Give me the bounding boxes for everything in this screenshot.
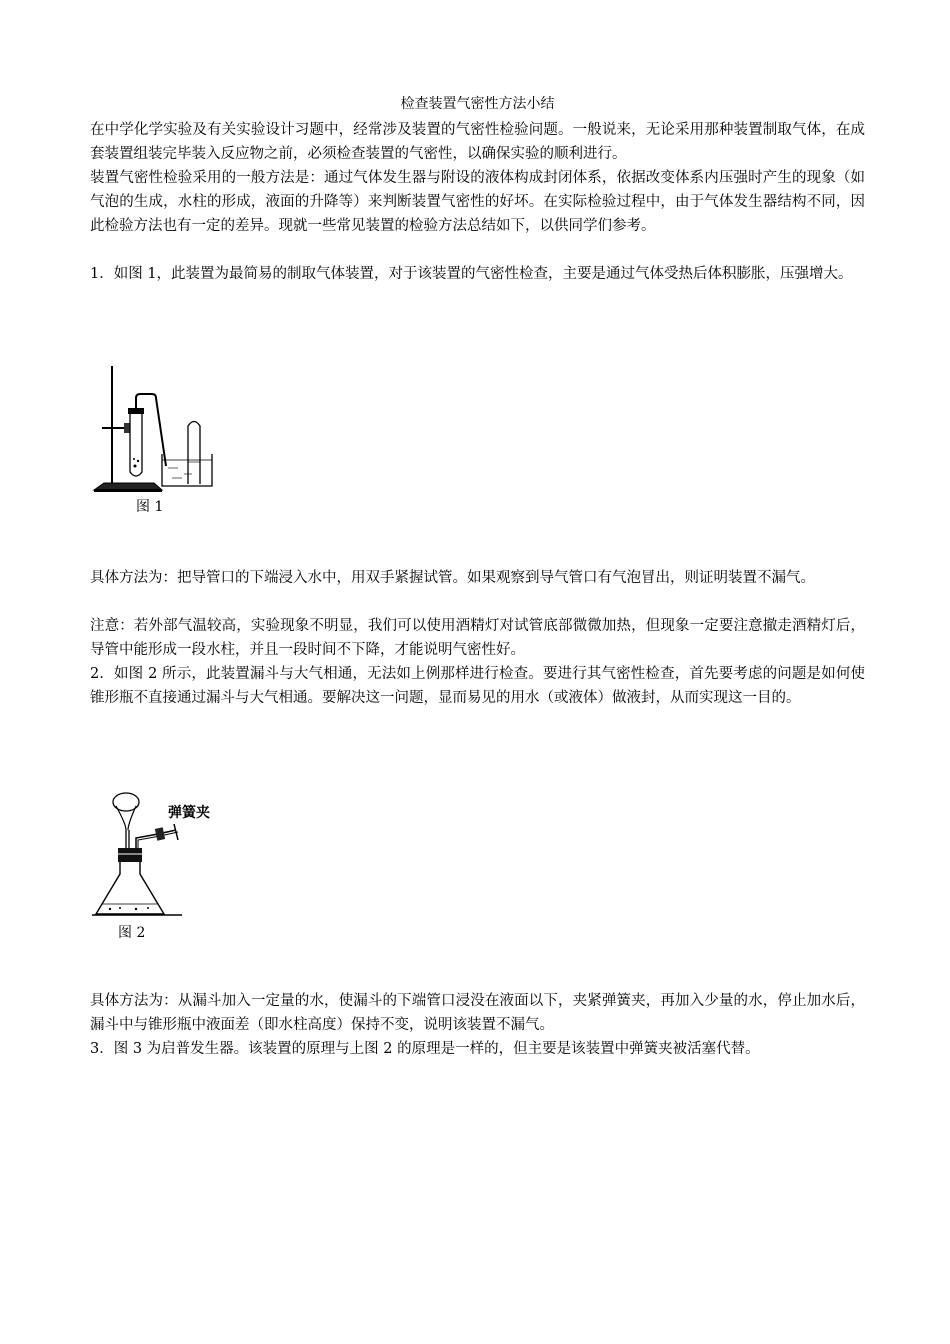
figure-1: [88, 362, 228, 522]
document-title: 检查装置气密性方法小结: [400, 96, 555, 112]
figure-1-apparatus-drawing: [88, 362, 228, 497]
item-3-paragraph: 3．图 3 为启普发生器。该装置的原理与上图 2 的原理是一样的，但主要是该装置中弹簧夹被活塞代替。: [90, 1041, 760, 1057]
figure-2-caption: 图 2: [118, 925, 146, 941]
method-1-paragraph: 具体方法为：把导管口的下端浸入水中，用双手紧握试管。如果观察到导气管口有气泡冒出，则证明装置不漏气。: [90, 570, 815, 586]
intro-paragraph-2: 装置气密性检验采用的一般方法是：通过气体发生器与附设的液体构成封闭体系，依据改变体系内压强时产生的现象（如气泡的生成，水柱的形成，液面的升降等）来判断装置气密性的好坏。在实际检验过程中，由于气体发生器结构不同，因此检验方法也有一定的差异。现就一些常见装置的检验方法总结如下，以供同学们参考。: [90, 170, 865, 234]
note-1-paragraph: 注意：若外部气温较高，实验现象不明显，我们可以使用酒精灯对试管底部微微加热，但现象一定要注意撤走酒精灯后，导管中能形成一段水柱，并且一段时间不下降，才能说明气密性好。: [90, 618, 865, 658]
figure-2: [92, 790, 222, 945]
figure-1-caption: 图 1: [136, 499, 164, 515]
item-2-paragraph: 2．如图 2 所示，此装置漏斗与大气相通，无法如上例那样进行检查。要进行其气密性检查，首先要考虑的问题是如何使锥形瓶不直接通过漏斗与大气相通。要解决这一问题，显而易见的用水（或液体）做液封，从而实现这一目的。: [90, 666, 865, 706]
intro-paragraph-1: 在中学化学实验及有关实验设计习题中，经常涉及装置的气密性检验问题。一般说来，无论采用那种装置制取气体，在成套装置组装完毕装入反应物之前，必须检查装置的气密性，以确保实验的顺利进行。: [90, 122, 865, 162]
method-2-paragraph: 具体方法为：从漏斗加入一定量的水，使漏斗的下端管口浸没在液面以下，夹紧弹簧夹，再加入少量的水，停止加水后，漏斗中与锥形瓶中液面差（即水柱高度）保持不变，说明该装置不漏气。: [90, 993, 865, 1033]
item-1-paragraph: 1．如图 1，此装置为最简易的制取气体装置，对于该装置的气密性检查，主要是通过气体受热后体积膨胀，压强增大。: [90, 266, 853, 282]
figure-2-spring-clip-label: 弹簧夹: [168, 805, 210, 821]
